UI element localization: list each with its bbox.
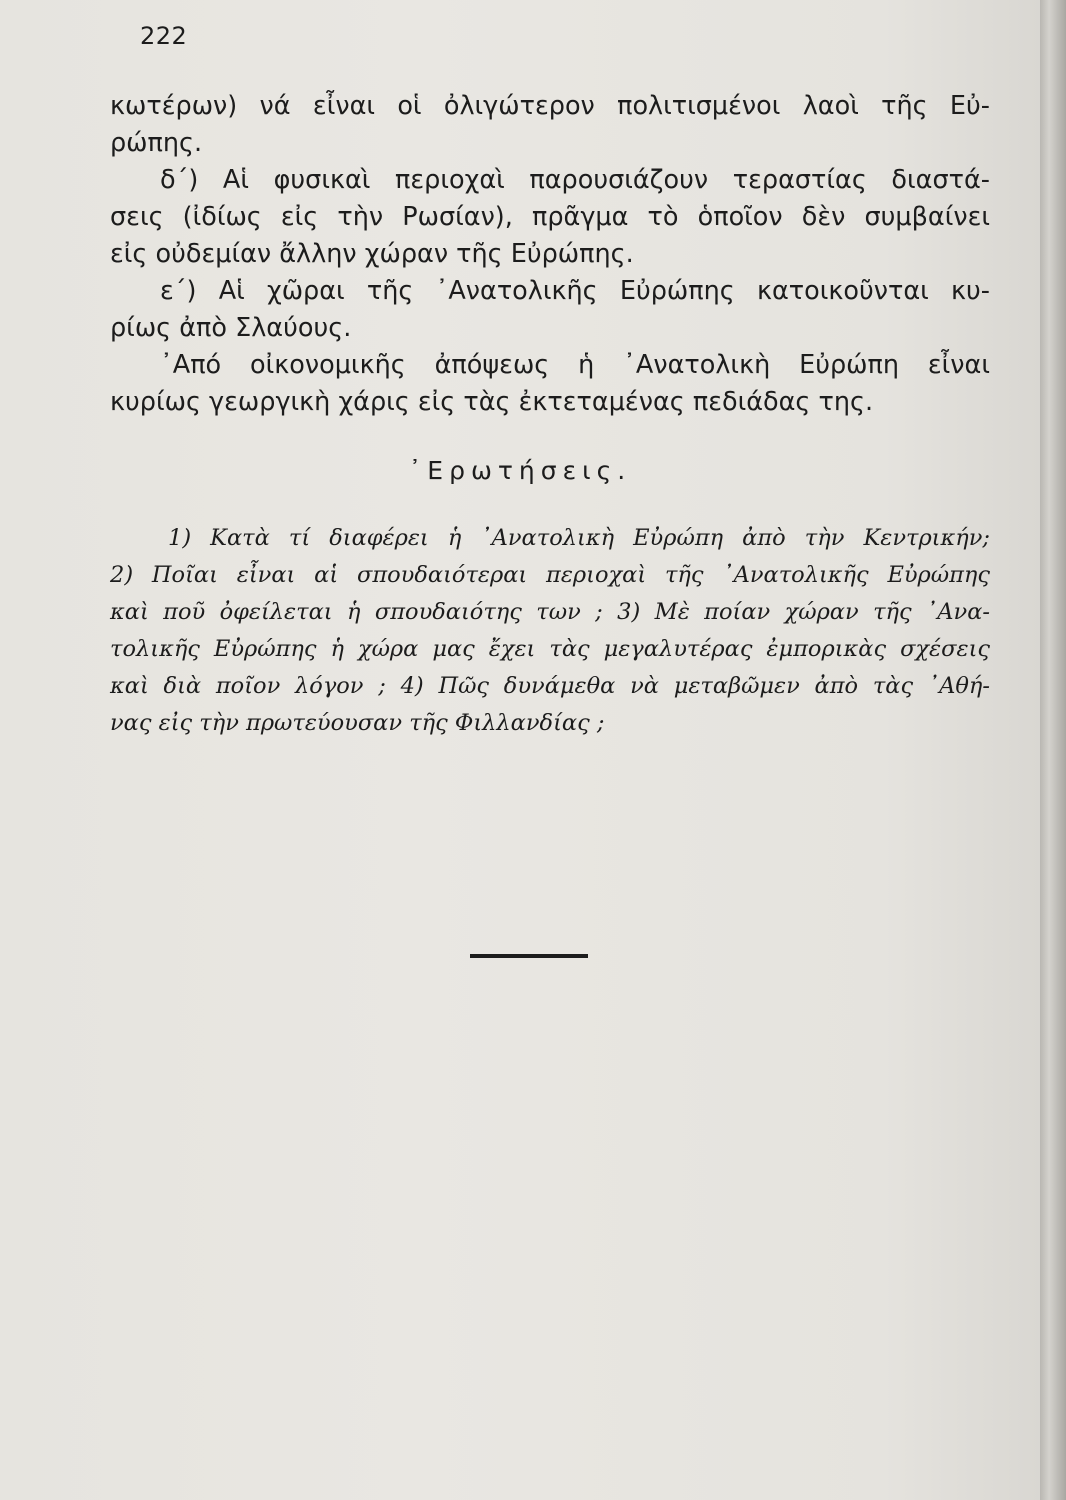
section-heading: ᾿Ερωτήσεις. bbox=[408, 456, 632, 485]
body-line: κωτέρων) νά εἶναι οἱ ὀλιγώτερον πολιτισμένοι λαοὶ τῆς Εὐ- bbox=[110, 91, 990, 121]
section-divider bbox=[470, 954, 588, 958]
page-number: 222 bbox=[140, 22, 188, 50]
body-line: κυρίως γεωργικὴ χάρις εἰς τὰς ἐκτεταμένας πεδιάδας της. bbox=[110, 387, 874, 417]
body-line: δ΄) Αἱ φυσικαὶ περιοχαὶ παρουσιάζουν τεραστίας διαστά- bbox=[160, 165, 990, 195]
question-line: νας εἰς τὴν πρωτεύουσαν τῆς Φιλλανδίας ; bbox=[110, 710, 605, 736]
body-line: εἰς οὐδεμίαν ἄλλην χώραν τῆς Εὐρώπης. bbox=[110, 239, 634, 269]
question-line: καὶ ποῦ ὀφείλεται ἡ σπουδαιότης των ; 3) Μὲ ποίαν χώραν τῆς ᾿Ανα- bbox=[110, 599, 990, 625]
body-line: σεις (ἰδίως εἰς τὴν Ρωσίαν), πρᾶγμα τὸ ὁποῖον δὲν συμβαίνει bbox=[110, 202, 990, 232]
body-line: ᾿Από οἰκονομικῆς ἀπόψεως ἡ ᾿Ανατολικὴ Εὐρώπη εἶναι bbox=[160, 350, 990, 380]
page-edge bbox=[1040, 0, 1066, 1500]
body-line: ε΄) Αἱ χῶραι τῆς ᾿Ανατολικῆς Εὐρώπης κατοικοῦνται κυ- bbox=[160, 276, 990, 306]
question-line: 2) Ποῖαι εἶναι αἱ σπουδαιότεραι περιοχαὶ τῆς ᾿Ανατολικῆς Εὐρώπης bbox=[110, 562, 990, 588]
body-text bbox=[110, 88, 990, 421]
question-line: τολικῆς Εὐρώπης ἡ χώρα μας ἔχει τὰς μεγαλυτέρας ἐμπορικὰς σχέσεις bbox=[110, 636, 990, 662]
body-line: ρίως ἀπὸ Σλαύους. bbox=[110, 313, 352, 343]
question-line: καὶ διὰ ποῖον λόγον ; 4) Πῶς δυνάμεθα νὰ μεταβῶμεν ἀπὸ τὰς ᾿Αθή- bbox=[110, 673, 990, 699]
body-line: ρώπης. bbox=[110, 128, 203, 158]
questions-text bbox=[110, 520, 990, 742]
question-line: 1) Κατὰ τί διαφέρει ἡ ᾿Ανατολικὴ Εὐρώπη ἀπὸ τὴν Κεντρικήν; bbox=[168, 525, 990, 551]
